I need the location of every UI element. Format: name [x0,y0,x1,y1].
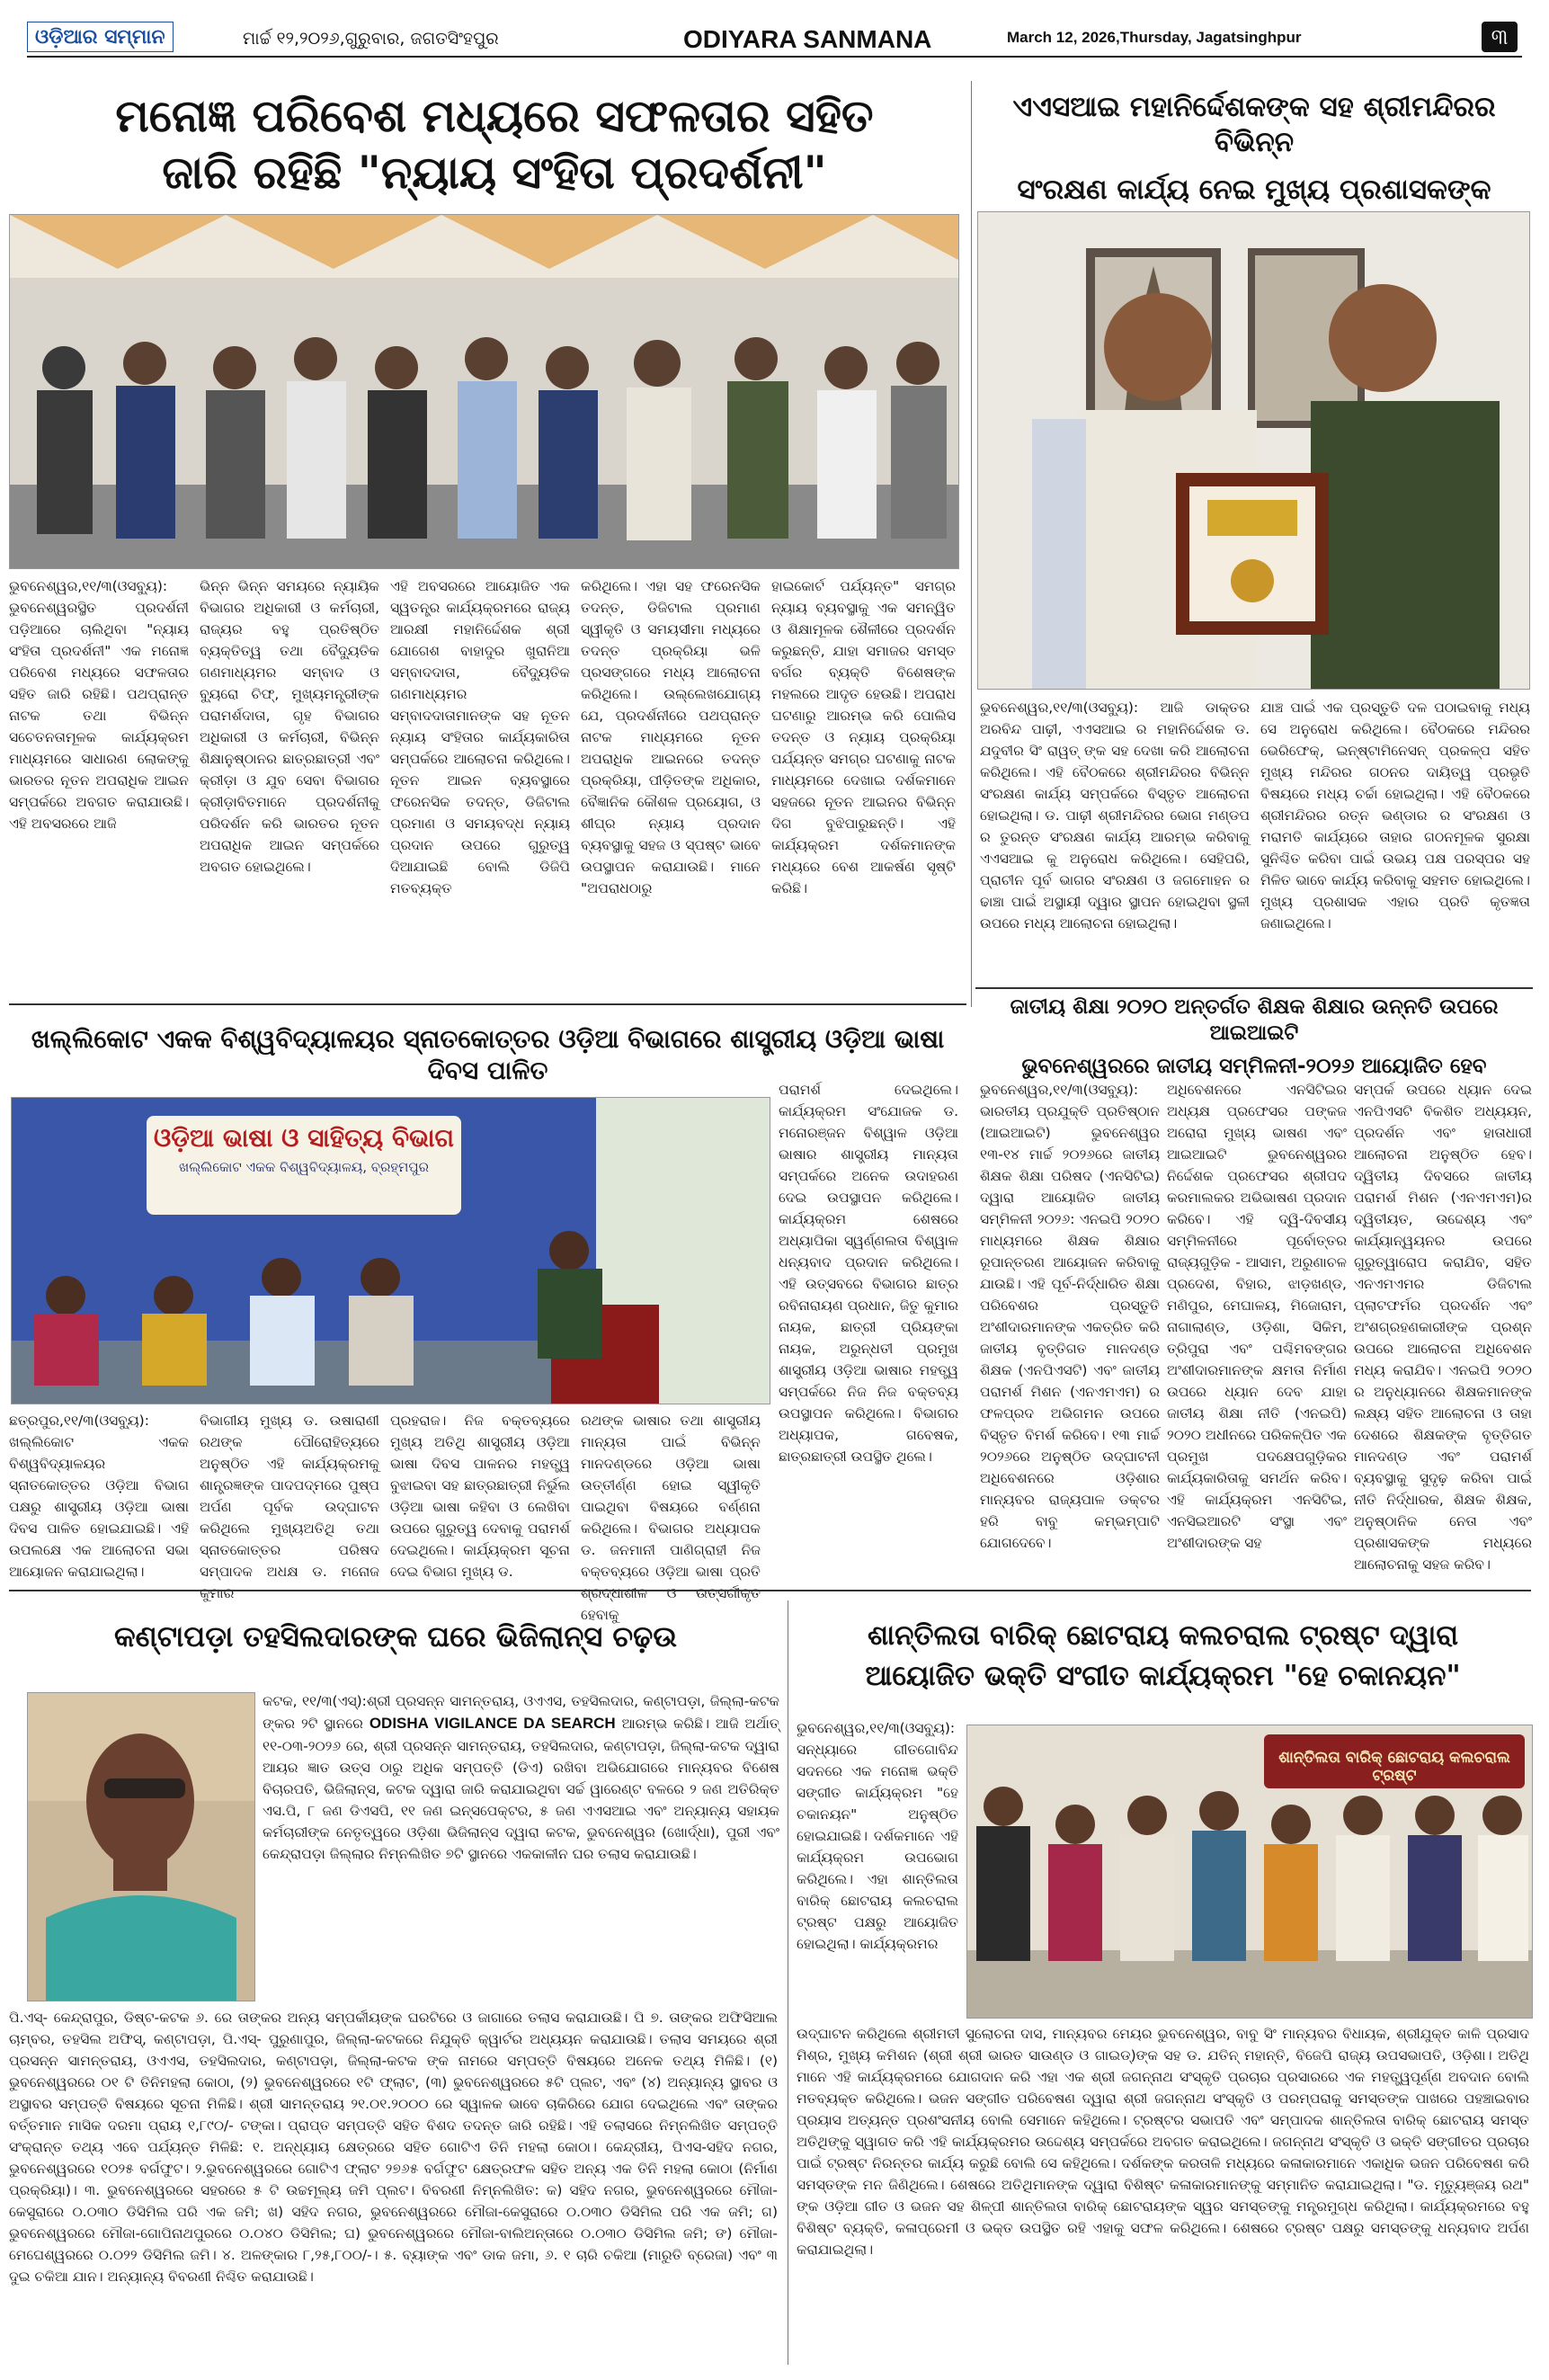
story1-col5: ହାଇକୋର୍ଟ ପର୍ଯ୍ୟନ୍ତ" ସମଗ୍ର ନ୍ୟାୟ ବ୍ୟବସ୍ଥାକୁ ଏକ ସମନ୍ୱିତ ଓ ଶିକ୍ଷାମୂଳକ ଶୈଳୀରେ ପ୍ରଦର୍ଶନ କରୁଛନ୍ତି, ଯାହା ସମାଜର ସମସ୍ତ ବର୍ଗର ବ୍ୟକ୍ତି ବିଶେଷଙ୍କ ମହଲରେ ଆଦୃତ ହେଉଛି। ଅପରାଧ ଘଟଣାରୁ ଆରମ୍ଭ କରି ପୋଲିସ ତଦନ୍ତ ଓ ନ୍ୟାୟ ପ୍ରକ୍ରିୟା ପର୍ଯ୍ୟନ୍ତ ସମଗ୍ର ଘଟଣାକୁ ନାଟକ ମାଧ୍ୟମରେ ଦେଖାଇ ଦର୍ଶକମାନେ ସହଜରେ ନୂତନ ଆଇନର ବିଭିନ୍ନ ଦିଗ ବୁଝିପାରୁଛନ୍ତି। ଏହି କାର୍ଯ୍ୟକ୍ରମ ଦର୍ଶକମାନଙ୍କ ମଧ୍ୟରେ ବେଶ ଆକର୍ଷଣ ସୃଷ୍ଟି କରିଛି। [771,578,956,897]
story4-col2: ଅଧିବେଶନରେ ଏନସିଟିଇର ଅଧ୍ୟକ୍ଷ ପ୍ରଫେସର ପଙ୍କଜ ଅରୋରା ମୁଖ୍ୟ ଭାଷଣ ଏବଂ ଆଇଆଇଟି ଭୁବନେଶ୍ୱରର ନିର୍ଦ୍ଦେଶକ ପ୍ରଫେସର ଶ୍ରୀପଦ କରମାଲକର ଅଭିଭାଷଣ ପ୍ରଦାନ କରିବେ। ଏହି ଦ୍ୱି-ଦିବସୀୟ ସମ୍ମିଳନୀରେ ପୂର୍ବୋତ୍ତର ରାଜ୍ୟଗୁଡ଼ିକ - ଆସାମ, ଅରୁଣାଚଳ ପ୍ରଦେଶ, ବିହାର, ଝାଡ଼ଖଣ୍ଡ, ମଣିପୁର, ମେଘାଳୟ, ମିଜୋରାମ, ନାଗାଲାଣ୍ଡ, ଓଡ଼ିଶା, ସିକିମ, ତ୍ରିପୁରା ଏବଂ ପଶ୍ଚିମବଙ୍ଗର ଅଂଶୀଦାରମାନଙ୍କ କ୍ଷମତା ନିର୍ମାଣ ଉପରେ ଧ୍ୟାନ ଦେବ ଯାହା ଜାତୀୟ ଶିକ୍ଷା ନୀତି (ଏନଇପି) ୨୦୨୦ ଅଧୀନରେ ପରିକଳ୍ପିତ ଏକ ପ୍ରମୁଖ ପଦକ୍ଷେପଗୁଡ଼ିକର କାର୍ଯ୍ୟକାରିତାକୁ ସମର୍ଥନ କରିବ। ଏହି କାର୍ଯ୍ୟକ୍ରମ ଏନସିଟିଇ, ଏନସିଇଆରଟି ସଂସ୍ଥା ଏବଂ ଅଂଶୀଦାରଙ୍କ ସହ [1167,1082,1347,1552]
section-divider [975,987,1533,989]
story4-headline-line2: ଭୁବନେଶ୍ୱରରେ ଜାତୀୟ ସମ୍ମିଳନୀ-୨୦୨୬ ଆୟୋଜିତ ହେବ [1021,1054,1487,1078]
story2-col1: ଭୁବନେଶ୍ୱର,୧୧/୩(ଓସବ୍ୟୁ): ଆଜି ଡାକ୍ତର ଅରବିନ୍ଦ ପାଢ଼ୀ, ଏଏସଆଇ ର ମହାନିର୍ଦ୍ଦେଶକ ଡ. ଯଦୁବୀର ସିଂ ରାୱତ୍ ଙ୍କ ସହ ଦେଖା କରି ଆଲୋଚନା କରିଥିଲେ। ଏହି ବୈଠକରେ ଶ୍ରୀମନ୍ଦିରର ବିଭିନ୍ନ ସଂରକ୍ଷଣ କାର୍ଯ୍ୟ ସମ୍ପର୍କରେ ବିସ୍ତୃତ ଆଲୋଚନା ହୋଇଥିଲା। ଡ. ପାଢ଼ୀ ଶ୍ରୀମନ୍ଦିରର ଭୋଗ ମଣ୍ଡପ ର ତୁରନ୍ତ ସଂରକ୍ଷଣ କାର୍ଯ୍ୟ ଆରମ୍ଭ କରିବାକୁ ଏଏସଆଇ କୁ ଅନୁରୋଧ କରିଥିଲେ। ସେହିପରି, ପ୍ରାଚୀନ ପୂର୍ବ ଭାଗର ସଂରକ୍ଷଣ ଓ ଜଗମୋହନ ର ଢାଞ୍ଚା ପାଇଁ ଅସ୍ଥାୟୀ ଦ୍ୱାର ସ୍ଥାପନ ହୋଇଥିବା ସ୍ଥଳୀ ଉପରେ ମଧ୍ୟ ଆଲୋଚନା ହୋଇଥିଲା। [980,700,1250,932]
story3-col1: ଛତ୍ରପୁର,୧୧/୩(ଓସବ୍ୟୁ): ଖଲ୍ଲିକୋଟ ଏକକ ବିଶ୍ୱବିଦ୍ୟାଳୟର ସ୍ନାତକୋତ୍ତର ଓଡ଼ିଆ ବିଭାଗ ପକ୍ଷରୁ ଶାସ୍ତ୍ରୀୟ ଓଡ଼ିଆ ଭାଷା ଦିବସ ପାଳିତ ହୋଇଯାଇଛି। ଏହି ଉପଲକ୍ଷେ ଏକ ଆଲୋଚନା ସଭା ଆୟୋଜନ କରାଯାଇଥିଲା। [9,1413,189,1581]
section-divider [9,1590,1531,1591]
page-number: ୩ [1482,22,1518,52]
story5-lead-english: ODISHA VIGILANCE DA SEARCH [369,1715,616,1733]
story1-col2: ଭିନ୍ନ ଭିନ୍ନ ସମୟରେ ନ୍ୟାୟିକ ବିଭାଗର ଅଧିକାରୀ ଓ କର୍ମଚାରୀ, ରାଜ୍ୟର ବହୁ ପ୍ରତିଷ୍ଠିତ ବ୍ୟକ୍ତିତ୍ୱ ତଥା ବୈଦ୍ୟୁତିକ ଗଣମାଧ୍ୟମର ସମ୍ବାଦ ଓ ବ୍ୟୁରୋ ଚିଫ୍, ମୁଖ୍ୟମନ୍ତ୍ରୀଙ୍କ ପରାମର୍ଶଦାତା, ଗୃହ ବିଭାଗର ଅଧିକାରୀ ଓ କର୍ମଚାରୀ, ବିଭିନ୍ନ ଶିକ୍ଷାନୁଷ୍ଠାନର ଛାତ୍ରଛାତ୍ରୀ ଏବଂ କ୍ରୀଡ଼ା ଓ ଯୁବ ସେବା ବିଭାଗର କ୍ରୀଡ଼ାବିତମାନେ ପ୍ରଦର୍ଶନୀକୁ ପରିଦର୍ଶନ କରି ଭାରତର ନୂତନ ଅପରାଧିକ ଆଇନ ସମ୍ପର୍କରେ ଅବଗତ ହୋଇଥିଲେ। [200,578,379,876]
story2-photo [977,211,1530,690]
story1-col3: ଏହି ଅବସରରେ ଆୟୋଜିତ ଏକ ସ୍ୱତନ୍ତ୍ର କାର୍ଯ୍ୟକ୍ରମରେ ରାଜ୍ୟ ଆରକ୍ଷୀ ମହାନିର୍ଦ୍ଦେଶକ ଶ୍ରୀ ଯୋଗେଶ ବାହାଦୁର ଖୁରାନିଆ ସମ୍ବାଦଦାତା, ବୈଦ୍ୟୁତିକ ଗଣମାଧ୍ୟମର ସମ୍ବାଦଦାତାମାନଙ୍କ ସହ ନୂତନ ନ୍ୟାୟ ସଂହିତାର କାର୍ଯ୍ୟକାରିତା ସମ୍ପର୍କରେ ଆଲୋଚନା କରିଥିଲେ। ନୂତନ ଆଇନ ବ୍ୟବସ୍ଥାରେ ଫରେନସିକ ତଦନ୍ତ, ଡିଜିଟାଲ ପ୍ରମାଣ ଓ ସମୟବଦ୍ଧ ନ୍ୟାୟ ପ୍ରଦାନ ଉପରେ ଗୁରୁତ୍ୱ ଦିଆଯାଇଛି ବୋଲି ଡିଜିପି ମତବ୍ୟକ୍ତ [390,578,570,897]
story4-col3: ସମ୍ପର୍କ ଉପରେ ଧ୍ୟାନ ଦେଇ ଏନପିଏସଟି ବିକଶିତ ଅଧ୍ୟୟନ, ପ୍ରଦର୍ଶନ ଏବଂ ହାତାଧାରୀ ଆଲୋଚନା ଅନୁଷ୍ଠିତ ହେବ। ଦ୍ୱିତୀୟ ଦିବସରେ ଜାତୀୟ ପରାମର୍ଶ ମିଶନ (ଏନଏମଏମ)ର ଦ୍ୱିତୀୟତ, ଉଦ୍ଦେଶ୍ୟ ଏବଂ କାର୍ଯ୍ୟାନ୍ୱୟନର ଉପରେ ଗୁରୁତ୍ୱାରୋପ କରାଯିବ, ସହିତ ଏନଏମଏମର ଡିଜିଟାଲ ପ୍ଲାଟଫର୍ମର ପ୍ରଦର୍ଶନ ଏବଂ ଅଂଶଗ୍ରହଣକାରୀଙ୍କ ପ୍ରଶ୍ନ ଉପରେ ଆଲୋଚନା ଅଧିବେଶନ ମଧ୍ୟ କରାଯିବ। ଏନଇପି ୨୦୨୦ ର ଅନୁଧ୍ୟାନରେ ଶିକ୍ଷକମାନଙ୍କ ଲକ୍ଷ୍ୟ ସହିତ ଆଲୋଚନା ଓ ତାହା ଦେଶରେ ଶିକ୍ଷକଙ୍କ ବୃତ୍ତିଗତ ମାନଦଣ୍ଡ ଏବଂ ପରାମର୍ଶ ବ୍ୟବସ୍ଥାକୁ ସୁଦୃଢ଼ କରିବା ପାଇଁ ନୀତି ନିର୍ଦ୍ଧାରକ, ଶିକ୍ଷକ ଶିକ୍ଷକ, ଅନୁଷ୍ଠାନିକ ନେତା ଏବଂ ପ୍ରଶାସକଙ୍କ ମଧ୍ୟରେ ଆଲୋଚନାକୁ ସହଜ କରିବ। [1354,1082,1532,1573]
story3-col5: ପରାମର୍ଶ ଦେଇଥିଲେ। କାର୍ଯ୍ୟକ୍ରମ ସଂଯୋଜକ ଡ. ମନୋରଞ୍ଜନ ବିଶ୍ୱାଳ ଓଡ଼ିଆ ଭାଷାର ଶାସ୍ତ୍ରୀୟ ମାନ୍ୟତା ସମ୍ପର୍କରେ ଅନେକ ଉଦାହରଣ ଦେଇ ଉପସ୍ଥାପନ କରିଥିଲେ। କାର୍ଯ୍ୟକ୍ରମ ଶେଷରେ ଅଧ୍ୟାପିକା ସ୍ୱର୍ଣ୍ଣଲତା ବିଶ୍ୱାଳ ଧନ୍ୟବାଦ ପ୍ରଦାନ କରିଥିଲେ। ଏହି ଉତ୍ସବରେ ବିଭାଗର ଛାତ୍ର ରବିନାରାୟଣ ପ୍ରଧାନ, ଜିତୁ କୁମାର ନାୟକ, ଛାତ୍ରୀ ପ୍ରିୟଙ୍କା ନାୟକ, ଅରୁନ୍ଧତୀ ପ୍ରମୁଖ ଶାସ୍ତ୍ରୀୟ ଓଡ଼ିଆ ଭାଷାର ମହତ୍ତ୍ୱ ସମ୍ପର୍କରେ ନିଜ ନିଜ ବକ୍ତବ୍ୟ ଉପସ୍ଥାପନ କରିଥିଲେ। ବିଭାଗର ଅଧ୍ୟାପକ, ଗବେଷକ, ଛାତ୍ରଛାତ୍ରୀ ଉପସ୍ଥିତ ଥିଲେ। [779,1082,958,1466]
story4-headline [980,994,1528,1079]
column-divider [971,81,972,1007]
story6-headline [797,1618,1529,1694]
story4-col1: ଭୁବନେଶ୍ୱର,୧୧/୩(ଓସବ୍ୟୁ): ଭାରତୀୟ ପ୍ରଯୁକ୍ତି ପ୍ରତିଷ୍ଠାନ (ଆଇଆଇଟି) ଭୁବନେଶ୍ୱର ୧୩-୧୪ ମାର୍ଚ୍ଚ ୨୦୨୬ରେ ଜାତୀୟ ଶିକ୍ଷକ ଶିକ୍ଷା ପରିଷଦ (ଏନସିଟିଇ) ଦ୍ୱାରା ଆୟୋଜିତ ଜାତୀୟ ସମ୍ମିଳନୀ ୨୦୨୬: ଏନଇପି ୨୦୨୦ ମାଧ୍ୟମରେ ଶିକ୍ଷକ ଶିକ୍ଷାର ରୂପାନ୍ତରଣ ଆୟୋଜନ କରିବାକୁ ଯାଉଛି। ଏହି ପୂର୍ବ-ନିର୍ଦ୍ଧାରିତ ଶିକ୍ଷା ପରିବେଶର ପ୍ରସ୍ତୁତି ଅଂଶୀଦାରମାନଙ୍କ ଏକତ୍ରିତ କରି ଜାତୀୟ ବୃତ୍ତିଗତ ମାନଦଣ୍ଡ ଶିକ୍ଷକ (ଏନପିଏସଟି) ଏବଂ ଜାତୀୟ ପରାମର୍ଶ ମିଶନ (ଏନଏମଏମ) ର ଫଳପ୍ରଦ ଅଭିଗମନ ଉପରେ ବିସ୍ତୃତ ବିମର୍ଶ କରିବେ। ୧୩ ମାର୍ଚ୍ଚ ୨୦୨୬ରେ ଅନୁଷ୍ଠିତ ଉଦ୍‌ଘାଟନୀ ଅଧିବେଶନରେ ଓଡ଼ିଶାର ମାନ୍ୟବର ରାଜ୍ୟପାଳ ଡକ୍ଟର ହରି ବାବୁ କମ୍ଭମ୍ପାଟି ଯୋଗଦେବେ। [980,1082,1160,1552]
story3-banner-line1: ଓଡ଼ିଆ ଭାଷା ଓ ସାହିତ୍ୟ ବିଭାଗ [154,1123,454,1153]
story1-headline-line2: ଜାରି ରହିଛି "ନ୍ୟାୟ ସଂହିତା ପ୍ରଦର୍ଶନୀ" [162,146,827,199]
story5-body: ପି.ଏସ୍- କେନ୍ଦ୍ରାପୁର, ଡିଷ୍ଟ-କଟକ ୬. ରେ ତାଙ୍କର ଅନ୍ୟ ସମ୍ପର୍କୀୟଙ୍କ ଘରଟିରେ ଓ ଜାଗାରେ ତଲାସ କରାଯାଉଛି। ପି ୭. ତାଙ୍କର ଅଫିସିଆଲ ଚାମ୍ବର, ତହସିଲ ଅଫିସ୍, କଣ୍ଟାପଡ଼ା, ପି.ଏସ୍- ପୁରୁଣାପୁର, ଜିଲ୍ଲା-କଟକରେ ନିଯୁକ୍ତି କ୍ୱାର୍ଟର ଅଧ୍ୟୟନ କରାଯାଉଛି। ତଲାସ ସମୟରେ ଶ୍ରୀ ପ୍ରସନ୍ନ ସାମନ୍ତରାୟ, ଓଏଏସ, ତହସିଲଦାର, କଣ୍ଟାପଡ଼ା, ଜିଲ୍ଲା-କଟକ ଙ୍କ ନାମରେ ସମ୍ପତ୍ତି ବିଷୟରେ ଅନେକ ତଥ୍ୟ ମିଳିଛି। (୧) ଭୁବନେଶ୍ୱରରେ ୦୧ ଟି ତିନିମହଲା କୋଠା, (୨) ଭୁବନେଶ୍ୱରରେ ୧ଟି ଫ୍ଲାଟ, (୩) ଭୁବନେଶ୍ୱରରେ ୫ଟି ପ୍ଲଟ, ଏବଂ (୪) ଅନ୍ୟାନ୍ୟ ସ୍ଥାବର ଓ ଅସ୍ଥାବର ସମ୍ପତ୍ତି ବିଷୟରେ ସୂଚନା ମିଳିଛି। ଶ୍ରୀ ସାମନ୍ତରାୟ ୨୧.୦୧.୨୦୦୦ ରେ ସ୍ୱାଳକ ଭାବେ ଚାକିରିରେ ଯୋଗ ଦେଇଥିଲେ ଏବଂ ତାଙ୍କର ବର୍ତ୍ତମାନ ମାସିକ ଦରମା ପ୍ରାୟ ୧,୮୯୦/- ଟଙ୍କା। ପ୍ରାପ୍ତ ସମ୍ପତ୍ତି ସହିତ ବିଶଦ ତଦନ୍ତ ଜାରି ରହିଛି। ଏହି ତଲାସରେ ନିମ୍ନଲିଖିତ ସମ୍ପତ୍ତି ସଂକ୍ରାନ୍ତ ତଥ୍ୟ ଏବେ ପର୍ଯ୍ୟନ୍ତ ମିଳିଛି: ୧. ଅନ୍ଧ୍ୟାୟ କ୍ଷେତ୍ରରେ ସହିତ ଗୋଟିଏ ତିନି ମହଲା କୋଠା। କେନ୍ଦ୍ରୀୟ, ପିଏସ-ସହିଦ ନଗର, ଭୁବନେଶ୍ୱରରେ ୧୦୨୫ ବର୍ଗଫୁଟ। ୨.ଭୁବନେଶ୍ୱରରେ ଗୋଟିଏ ଫ୍ଲାଟ ୨୭୬୫ ବର୍ଗଫୁଟ କ୍ଷେତ୍ରଫଳ ସହିତ ଅନ୍ୟ ଏକ ତିନି ମହଲା କୋଠା (ନିର୍ମାଣ ପ୍ରକ୍ରିୟା)। ୩. ଭୁବନେଶ୍ୱରରେ ସହରରେ ୫ ଟି ଉଚ୍ଚମୂଲ୍ୟ ଜମି ପ୍ଲଟ। ବିବରଣୀ ନିମ୍ନଲିଖିତ: କ) ସହିଦ ନଗର, ଭୁବନେଶ୍ୱରରେ ମୌଜା-କେସୁରାରେ ୦.୦୩୦ ଡିସିମିଲ ପରି ଏକ ଜମି; ଖ) ସହିଦ ନଗର, ଭୁବନେଶ୍ୱରରେ ମୌଜା-କେସୁରାରେ ୦.୦୩୦ ଡିସିମିଲ ପରି ଏକ ଜମି; ଗ) ଭୁବନେଶ୍ୱରରେ ମୌଜା-ଗୋପିନାଥପୁରରେ ୦.୦୪୦ ଡିସିମିଲ; ଘ) ଭୁବନେଶ୍ୱରରେ ମୌଜା-ବାଲିଅନ୍ତାରେ ୦.୦୩୦ ଡିସିମିଲ ଜମି; ଙ) ମୌଜା-ମେଘେଶ୍ୱରରେ ୦.୦୨୨ ଡିସିମିଲ ଜମି। ୪. ଅଳଙ୍କାର ୮,୨୫,୮୦୦/-। ୫. ବ୍ୟାଙ୍କ ଏବଂ ଡାକ ଜମା, ୬. ୧ ଚାରି ଚକିଆ (ମାରୁତି ବ୍ରେଜା) ଏବଂ ୩ ଦୁଇ ଚକିଆ ଯାନ। ଅନ୍ୟାନ୍ୟ ବିବରଣୀ ନିଶ୍ଚିତ କରାଯାଉଛି। [9,2010,778,2286]
story3-banner [147,1123,461,1175]
story3-col2: ବିଭାଗୀୟ ମୁଖ୍ୟ ଡ. ଉଷାରାଣୀ ରଥଙ୍କ ପୌରୋହିତ୍ୟରେ ଅନୁଷ୍ଠିତ ଏହି କାର୍ଯ୍ୟକ୍ରମକୁ ଶାନ୍ତ୍ରଜ୍ଞଙ୍କ ପାଦପଦ୍ମରେ ପୁଷ୍ପ ଅର୍ପଣ ପୂର୍ବକ ଉଦ୍‌ଘାଟନ କରିଥିଲେ ମୁଖ୍ୟଅତିଥି ତଥା ସ୍ନାତକୋତ୍ତର ପରିଷଦ ସମ୍ପାଦକ ଅଧକ୍ଷ ଡ. ମନୋଜ କୁମାର [200,1413,379,1602]
story6-headline-line2: ଆୟୋଜିତ ଭକ୍ତି ସଂଗୀତ କାର୍ଯ୍ୟକ୍ରମ "ହେ ଚକାନୟନ" [865,1659,1461,1692]
story4-headline-line1: ଜାତୀୟ ଶିକ୍ଷା ୨୦୨୦ ଅନ୍ତର୍ଗତ ଶିକ୍ଷକ ଶିକ୍ଷାର ଉନ୍ନତି ଉପରେ ଆଇଆଇଟି [1010,995,1499,1045]
story6-photo [966,1725,1533,2019]
story3-col3: ପ୍ରହରାଜ। ନିଜ ବକ୍ତବ୍ୟରେ ମୁଖ୍ୟ ଅତିଥି ଶାସ୍ତ୍ରୀୟ ଓଡ଼ିଆ ଭାଷା ଦିବସ ପାଳନର ମହତ୍ତ୍ୱ ବୁଝାଇବା ସହ ଛାତ୍ରଛାତ୍ରୀ ନିର୍ଭୁଲ ଓଡ଼ିଆ ଭାଷା କହିବା ଓ ଲେଖିବା ଉପରେ ଗୁରୁତ୍ୱ ଦେବାକୁ ପରାମର୍ଶ ଦେଇଥିଲେ। କାର୍ଯ୍ୟକ୍ରମ ସୂଚନା ଦେଇ ବିଭାଗ ମୁଖ୍ୟ ଡ. [390,1413,570,1581]
newspaper-logo: ଓଡ଼ିଆର ସମ୍ମାନ [27,22,174,52]
story1-headline-line1: ମନୋଜ୍ଞ ପରିବେଶ ମଧ୍ୟରେ ସଫଳତାର ସହିତ [115,90,874,142]
story1-headline [27,88,962,201]
masthead-date-odia: ମାର୍ଚ୍ଚ ୧୨,୨୦୨୬,ଗୁରୁବାର, ଜଗତସିଂହପୁର [243,29,499,49]
story6-banner: ଶାନ୍ତିଲତା ବାରିକ୍ ଛୋଟରାୟ କଲଚରାଲ ଟ୍ରଷ୍ଟ [1278,1749,1510,1785]
story5-lead [263,1690,779,2001]
story5-photo [27,1692,255,2001]
story5-lead-1: କଟକ, ୧୧/୩(ଏସ୍):ଶ୍ରୀ ପ୍ରସନ୍ନ ସାମନ୍ତରାୟ, ଓଏଏସ, ତହସିଲଦାର, କଣ୍ଟାପଡ଼ା, ଜିଲ୍ଲା-କଟକ ଙ୍କର ୨ଟି ସ୍ଥାନରେ [263,1693,779,1733]
story6-body: ଉଦ୍‌ଘାଟନ କରିଥିଲେ ଶ୍ରୀମତୀ ସୁଲୋଚନା ଦାସ, ମାନ୍ୟବର ମେୟର ଭୁବନେଶ୍ୱର, ବାବୁ ସିଂ ମାନ୍ୟବର ବିଧାୟକ, ଶ୍ରୀଯୁକ୍ତ କାଳି ପ୍ରସାଦ ମିଶ୍ର, ମୁଖ୍ୟ କମିଶନ (ଶ୍ରୀ ଶ୍ରୀ ଭାରତ ସାଉଣ୍ଡ ଓ ଗାଇଡ୍)ଙ୍କ ସହ ଡ. ଯତିନ୍ ମହାନ୍ତି, ବିଜେପି ରାଜ୍ୟ ଉପସଭାପତି, ଓଡ଼ିଶା। ଅତିଥି ମାନେ ଏହି କାର୍ଯ୍ୟକ୍ରମରେ ଯୋଗଦାନ କରି ଏହା ଏକ ଶ୍ରୀ ଜଗନ୍ନାଥ ସଂସ୍କୃତି ପ୍ରଚାର ପ୍ରସାରରେ ଏକ ମହତ୍ତ୍ୱପୂର୍ଣ୍ଣ ଅବଦାନ ବୋଲି ମତବ୍ୟକ୍ତ କରିଥିଲେ। ଭଜନ ସଙ୍ଗୀତ ପରିବେଷଣ ଦ୍ୱାରା ଶ୍ରୀ ଜଗନ୍ନାଥ ସଂସ୍କୃତି ଓ ପରମ୍ପରାକୁ ସମସ୍ତଙ୍କ ପାଖରେ ପହଞ୍ଚାଇବାର ପ୍ରୟାସ ଅତ୍ୟନ୍ତ ପ୍ରଶଂସନୀୟ ବୋଲି ସେମାନେ କହିଥିଲେ। ଟ୍ରଷ୍ଟର ସଭାପତି ଏବଂ ସମ୍ପାଦକ ଶାନ୍ତିଲତା ବାରିକ୍ ଛୋଟରାୟ ସମସ୍ତ ଅତିଥିଙ୍କୁ ସ୍ୱାଗତ କରି ଏହି କାର୍ଯ୍ୟକ୍ରମର ଉଦ୍ଦେଶ୍ୟ ସମ୍ପର୍କରେ ଅବଗତ କରାଇଥିଲେ। ଜଗନ୍ନାଥ ସଂସ୍କୃତି ଓ ଭକ୍ତି ସଙ୍ଗୀତର ପ୍ରଚାର ପାଇଁ ଟ୍ରଷ୍ଟ ନିରନ୍ତର କାର୍ଯ୍ୟ କରୁଛି ବୋଲି ସେ କହିଥିଲେ। ଦର୍ଶକଙ୍କ କରତାଳି ମଧ୍ୟରେ କଳାକାରମାନେ ଏକାଧିକ ଭଜନ ପରିବେଷଣ କରି ସମସ୍ତଙ୍କ ମନ ଜିଣିଥିଲେ। ଶେଷରେ ଅତିଥିମାନଙ୍କ ଦ୍ୱାରା ବିଶିଷ୍ଟ କଳାକାରମାନଙ୍କୁ ସମ୍ମାନିତ କରାଯାଇଥିଲା। "ଡ. ମୃତ୍ୟୁଞ୍ଜୟ ରଥ" ଙ୍କ ଓଡ଼ିଆ ଗୀତ ଓ ଭଜନ ସହ ଶିଳ୍ପୀ ଶାନ୍ତିଲତା ବାରିକ୍ ଛୋଟରାୟଙ୍କ ସ୍ୱର ସମସ୍ତଙ୍କୁ ମନ୍ତ୍ରମୁଗ୍ଧ କରିଥିଲା। କାର୍ଯ୍ୟକ୍ରମରେ ବହୁ ବିଶିଷ୍ଟ ବ୍ୟକ୍ତି, କଳାପ୍ରେମୀ ଓ ଭକ୍ତ ଉପସ୍ଥିତ ରହି ଏହାକୁ ସଫଳ କରିଥିଲେ। ଶେଷରେ ଟ୍ରଷ୍ଟ ପକ୍ଷରୁ ସମସ୍ତଙ୍କୁ ଧନ୍ୟବାଦ ଅର୍ପଣ କରାଯାଇଥିଲା। [797,2026,1529,2259]
story3-col4: ରଥଙ୍କ ଭାଷାର ତଥା ଶାସ୍ତ୍ରୀୟ ମାନ୍ୟତା ପାଇଁ ବିଭିନ୍ନ ମାନଦଣ୍ଡରେ ଓଡ଼ିଆ ଭାଷା ଉତ୍ତୀର୍ଣ୍ଣ ହୋଇ ସ୍ୱୀକୃତି ପାଇଥିବା ବିଷୟରେ ବର୍ଣ୍ଣନା କରିଥିଲେ। ବିଭାଗର ଅଧ୍ୟାପକ ଡ. ଜନମାନୀ ପାଣିଗ୍ରାହୀ ନିଜ ବକ୍ତବ୍ୟରେ ଓଡ଼ିଆ ଭାଷା ପ୍ରତି ଶ୍ରଦ୍ଧାଶୀଳ ଓ ଉତ୍ସର୍ଗୀକୃତ ହେବାକୁ [581,1413,761,1624]
story1-col1: ଭୁବନେଶ୍ୱର,୧୧/୩(ଓସବ୍ୟୁ): ଭୁବନେଶ୍ୱରସ୍ଥିତ ପ୍ରଦର୍ଶନୀ ପଡ଼ିଆରେ ଚାଲିଥିବା "ନ୍ୟାୟ ସଂହିତା ପ୍ରଦର୍ଶନୀ" ଏକ ମନୋଜ୍ଞ ପରିବେଶ ମଧ୍ୟରେ ସଫଳତାର ସହିତ ଜାରି ରହିଛି। ପଥପ୍ରାନ୍ତ ନାଟକ ତଥା ବିଭିନ୍ନ ସଚେତନତାମୂଳକ କାର୍ଯ୍ୟକ୍ରମ ମାଧ୍ୟମରେ ସାଧାରଣ ଲୋକଙ୍କୁ ଭାରତର ନୂତନ ଅପରାଧିକ ଆଇନ ସମ୍ପର୍କରେ ଅବଗତ କରାଯାଉଛି। ଏହି ଅବସରରେ ଆଜି [9,578,189,833]
story3-photo [11,1097,770,1404]
masthead [27,20,1522,58]
story3-banner-line2: ଖଲ୍ଲିକୋଟ ଏକକ ବିଶ୍ୱବିଦ୍ୟାଳୟ, ବ୍ରହ୍ମପୁର [179,1159,429,1175]
masthead-title: ODIYARA SANMANA [683,25,932,53]
story2-col2: ଯାଞ୍ଚ ପାଇଁ ଏକ ପ୍ରସ୍ତୁତି ଦଳ ପଠାଇବାକୁ ମଧ୍ୟ ସେ ଅନୁରୋଧ କରିଥିଲେ। ବୈଠକରେ ମନ୍ଦିରର ଭେରିଫେକ୍, ଇନ୍ଷ୍ଟାମିନେସନ୍ ପ୍ରକଳ୍ପ ସହିତ ମୁଖ୍ୟ ମନ୍ଦିରର ଗଠନର ଦାୟିତ୍ୱ ପ୍ରଭୃତି ବିଷୟରେ ମଧ୍ୟ ଚର୍ଚ୍ଚା ହୋଇଥିଲା। ଏହି ବୈଠକରେ ଶ୍ରୀମନ୍ଦିରର ରତ୍ନ ଭଣ୍ଡାର ର ସଂରକ୍ଷଣ ଓ ମରାମତି କାର୍ଯ୍ୟରେ ତାହାର ଗଠନମୂଳକ ସୁରକ୍ଷା ସୁନିଶ୍ଚିତ କରିବା ପାଇଁ ଉଭୟ ପକ୍ଷ ପରସ୍ପର ସହ ମିଳିତ ଭାବେ କାର୍ଯ୍ୟ କରିବାକୁ ସହମତ ହୋଇଥିଲେ। ମୁଖ୍ୟ ପ୍ରଶାସକ ଏହାର ପ୍ରତି କୃତଜ୍ଞତା ଜଣାଇଥିଲେ। [1260,700,1530,932]
story5-headline: କଣ୍ଟାପଡ଼ା ତହସିଲଦାରଙ୍କ ଘରେ ଭିଜିଲାନ୍ସ ଚଢ଼ଉ [114,1619,677,1654]
story1-col4: କରିଥିଲେ। ଏହା ସହ ଫରେନସିକ ତଦନ୍ତ, ଡିଜିଟାଲ ପ୍ରମାଣ ସ୍ୱୀକୃତି ଓ ସମୟସୀମା ମଧ୍ୟରେ ତଦନ୍ତ ପ୍ରକ୍ରିୟା ଭଳି ପ୍ରସଙ୍ଗରେ ମଧ୍ୟ ଆଲୋଚନା କରିଥିଲେ। ଉଲ୍ଲେଖଯୋଗ୍ୟ ଯେ, ପ୍ରଦର୍ଶନୀରେ ପଥପ୍ରାନ୍ତ ନାଟକ ମାଧ୍ୟମରେ ନୂତନ ଅପରାଧିକ ଆଇନରେ ତଦନ୍ତ ପ୍ରକ୍ରିୟା, ପୀଡ଼ିତଙ୍କ ଅଧିକାର, ବୈଜ୍ଞାନିକ କୌଶଳ ପ୍ରୟୋଗ, ଓ ଶୀଘ୍ର ନ୍ୟାୟ ପ୍ରଦାନ ବ୍ୟବସ୍ଥାକୁ ସହଜ ଓ ସ୍ପଷ୍ଟ ଭାବେ ଉପସ୍ଥାପନ କରାଯାଉଛି। ମାନେ "ଅପରାଧଠାରୁ [581,578,761,897]
story6-headline-line1: ଶାନ୍ତିଲତା ବାରିକ୍ ଛୋଟରାୟ କଲଚରାଲ ଟ୍ରଷ୍ଟ ଦ୍ୱାରା [867,1619,1459,1652]
story6-lead: ଭୁବନେଶ୍ୱର,୧୧/୩(ଓସବ୍ୟୁ): ସନ୍ଧ୍ୟାରେ ଗୀତଗୋବିନ୍ଦ ସଦନରେ ଏକ ମନୋଜ୍ଞ ଭକ୍ତି ସଙ୍ଗୀତ କାର୍ଯ୍ୟକ୍ରମ "ହେ ଚକାନୟନ" ଅନୁଷ୍ଠିତ ହୋଇଯାଇଛି। ଦର୍ଶକମାନେ ଏହି କାର୍ଯ୍ୟକ୍ରମ ଉପଭୋଗ କରିଥିଲେ। ଏହା ଶାନ୍ତିଲତା ବାରିକ୍ ଛୋଟରାୟ କଲଚରାଲ ଟ୍ରଷ୍ଟ ପକ୍ଷରୁ ଆୟୋଜିତ ହୋଇଥିଲା। କାର୍ଯ୍ୟକ୍ରମର [797,1720,958,1953]
masthead-date-english: March 12, 2026,Thursday, Jagatsinghpur [1007,29,1302,46]
story1-photo [9,214,959,569]
story5-lead-2: ଆରମ୍ଭ କରିଛି। ଆଜି ଅର୍ଥାତ୍ ୧୧-୦୩-୨୦୨୬ ରେ, ଶ୍ରୀ ପ୍ରସନ୍ନ ସାମନ୍ତରାୟ, ତହସିଲଦାର, କଣ୍ଟାପଡ଼ା, ଜିଲ୍ଲା-କଟକ ଦ୍ୱାରା ଆୟର ଜ୍ଞାତ ଉତ୍ସ ଠାରୁ ଅଧିକ ସମ୍ପତ୍ତି (ଡିଏ) ରଖିବା ଅଭିଯୋଗରେ ମାନ୍ୟବର ବିଶେଷ ବିଚାରପତି, ଭିଜିଲାନ୍ସ, କଟକ ଦ୍ୱାରା ଜାରି କରାଯାଇଥିବା ସର୍ଚ୍ଚ ୱାରେଣ୍ଟ ବଳରେ ୨ ଜଣ ଅତିରିକ୍ତ ଏସ.ପି, ୮ ଜଣ ଡିଏସପି, ୧୧ ଜଣ ଇନ୍ସପେକ୍ଟର, ୫ ଜଣ ଏଏସଆଇ ଏବଂ ଅନ୍ୟାନ୍ୟ ସହାୟକ କର୍ମଚାରୀଙ୍କ ନେତୃତ୍ୱରେ ଓଡ଼ିଶା ଭିଜିଲାନ୍ସ ଦ୍ୱାରା କଟକ, ଭୁବନେଶ୍ୱର (ଖୋର୍ଦ୍ଧା), ପୁରୀ ଏବଂ କେନ୍ଦ୍ରାପଡ଼ା ଜିଲ୍ଲାର ନିମ୍ନଲିଖିତ ୭ଟି ସ୍ଥାନରେ ଏକକାଳୀନ ଘର ତଲାସ କରାଯାଉଛି। [263,1716,779,1863]
story3-headline: ଖଲ୍ଲିକୋଟ ଏକକ ବିଶ୍ୱବିଦ୍ୟାଳୟର ସ୍ନାତକୋତ୍ତର ଓଡ଼ିଆ ବିଭାଗରେ ଶାସ୍ତ୍ରୀୟ ଓଡ଼ିଆ ଭାଷା ଦିବସ ପାଳିତ [31,1024,945,1085]
section-divider [9,1003,966,1005]
story2-headline-line2: ସଂରକ୍ଷଣ କାର୍ଯ୍ୟ ନେଇ ମୁଖ୍ୟ ପ୍ରଶାସକଙ୍କ [1017,173,1491,206]
story2-headline-line1: ଏଏସଆଇ ମହାନିର୍ଦ୍ଦେଶକଙ୍କ ସହ ଶ୍ରୀମନ୍ଦିରର ବିଭିନ୍ନ [1012,91,1496,158]
